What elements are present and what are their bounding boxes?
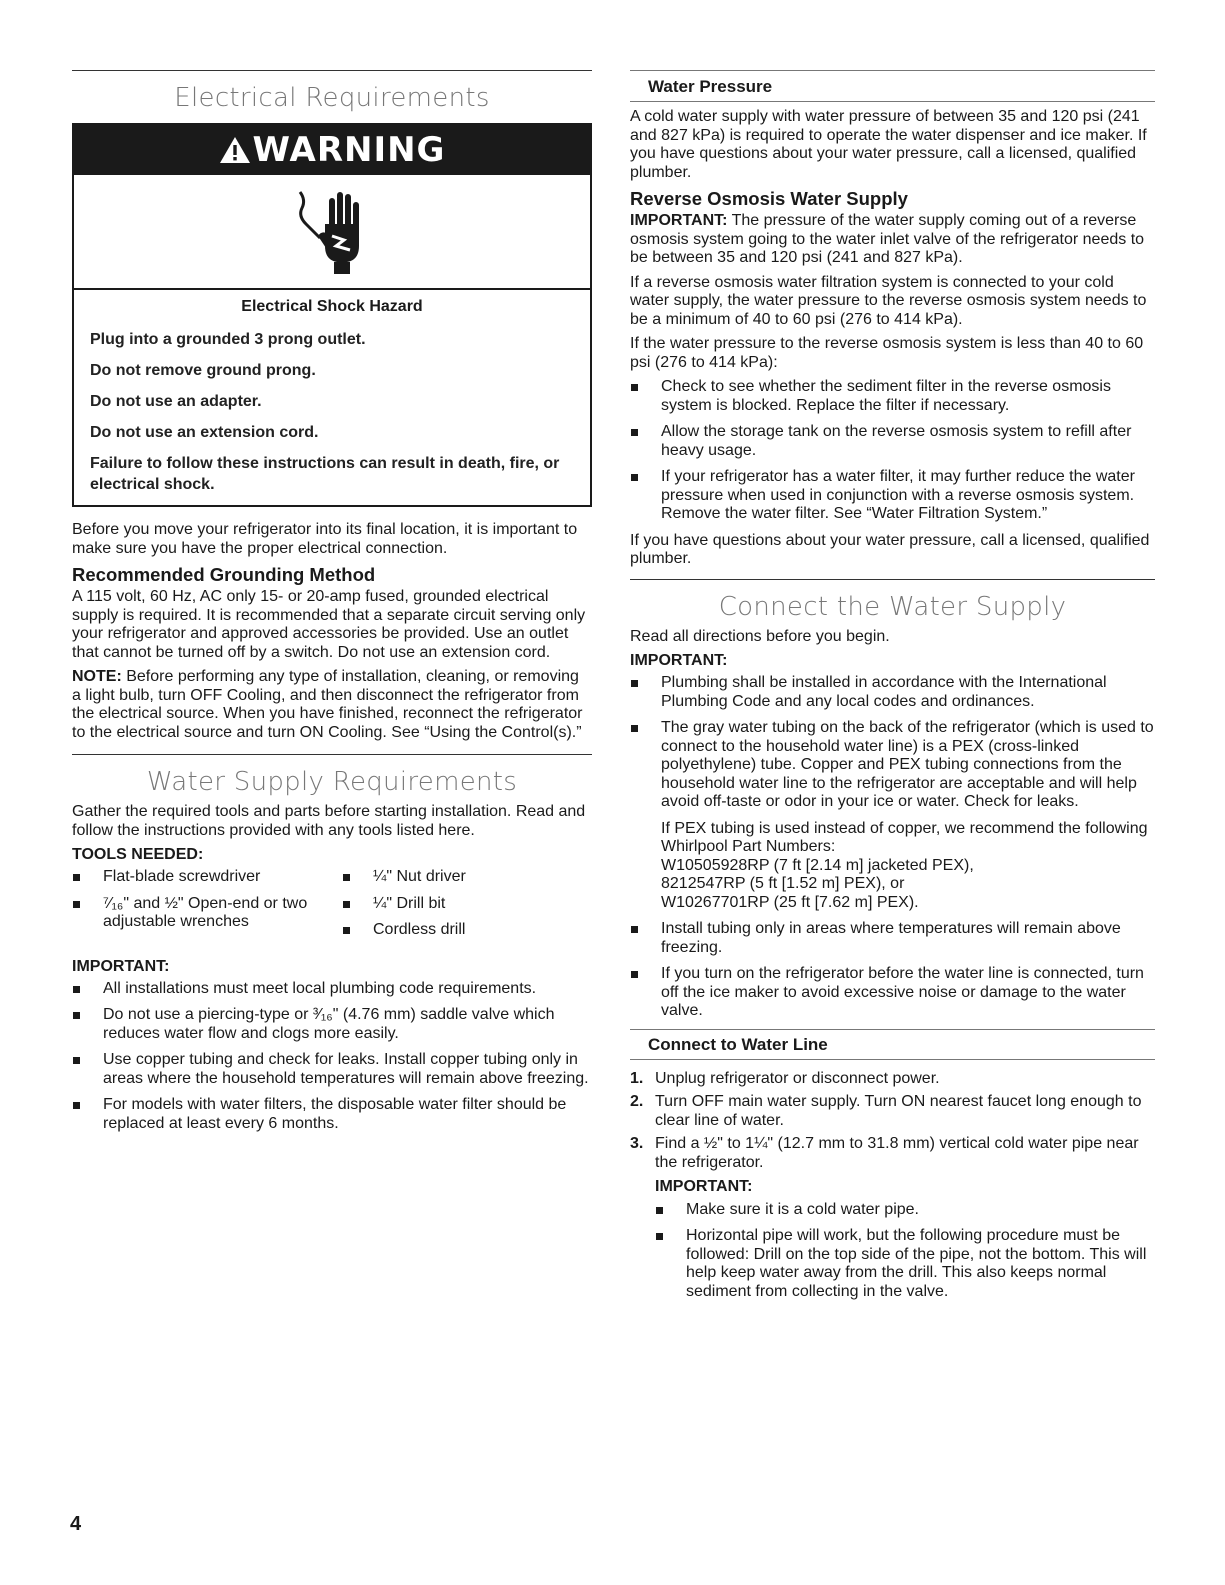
list-item: Horizontal pipe will work, but the following procedure must be followed: Drill on the top side of the pipe, not the bottom. This will help keep water away from the drill. This also keeps normal sediment from collecting in the valve. <box>655 1227 1155 1301</box>
reverse-osmosis-heading: Reverse Osmosis Water Supply <box>630 188 908 209</box>
electric-shock-hand-icon <box>292 184 372 280</box>
list-item: The gray water tubing on the back of the refrigerator (which is used to connect to the household water line) is a PEX (cross-linked polyethylene) tube. Copper and PEX tubing connections from the household water line to the refrigerator are acceptable and will help avoid off-taste or odor in your ice or water. Check for leaks. <box>630 719 1155 812</box>
pex-part: 8212547RP (5 ft [1.52 m] PEX), or <box>661 875 905 892</box>
list-item: Allow the storage tank on the reverse osmosis system to refill after heavy usage. <box>630 423 1155 460</box>
step3-list <box>655 1201 1155 1302</box>
page-number: 4 <box>70 1513 82 1535</box>
ro-text: If a reverse osmosis water filtration system is connected to your cold water supply, the water pressure to the reverse osmosis system needs to be a minimum of 40 to 60 psi (276 to 414 kPa). <box>630 273 1147 328</box>
warning-line: Do not use an extension cord. <box>90 424 319 441</box>
section-divider <box>72 70 592 71</box>
list-item: Cordless drill <box>342 921 592 940</box>
note-text: Before performing any type of installation, cleaning, or removing a light bulb, turn OFF Cooling, and then disconnect the refrigerator from the electrical source. When you have finished, reconnect the refrigerator to the electrical source and turn ON Cooling. See “Using the Control(s).” <box>72 668 583 741</box>
connect-list <box>630 674 1155 812</box>
grounding-text: A 115 volt, 60 Hz, AC only 15- or 20-amp fused, grounded electrical supply is required. It is recommended that a separate circuit serving only your refrigerator and approved accessories be provided. Use an outlet that cannot be turned off by a switch. Do not use an extension cord. <box>72 588 586 661</box>
step-text: Turn OFF main water supply. Turn ON nearest faucet long enough to clear line of water. <box>655 1093 1142 1129</box>
step-number: 1. <box>630 1069 644 1087</box>
connect-intro: Read all directions before you begin. <box>630 627 890 645</box>
warning-triangle-icon <box>219 136 251 164</box>
electrical-intro: Before you move your refrigerator into its final location, it is important to make sure you have the proper electrical connection. <box>72 521 578 557</box>
water-pressure-heading: Water Pressure <box>648 77 773 96</box>
list-item: ¼" Nut driver <box>342 868 592 887</box>
list-item: Make sure it is a cold water pipe. <box>655 1201 1155 1220</box>
ro-important-text: The pressure of the water supply coming out of a reverse osmosis system going to the water inlet valve of the refrigerator needs to be between 35 and 120 psi (241 and 827 kPa). <box>630 212 1145 266</box>
list-item: If you turn on the refrigerator before the water line is connected, turn off the ice maker to avoid excessive noise or damage to the water valve. <box>630 965 1155 1021</box>
list-item: All installations must meet local plumbing code requirements. <box>72 980 592 999</box>
warning-line: Failure to follow these instructions can result in death, fire, or electrical shock. <box>90 455 560 493</box>
step-number: 2. <box>630 1093 644 1110</box>
water-pressure-text: A cold water supply with water pressure of between 35 and 120 psi (241 and 827 kPa) is required to operate the water dispenser and ice maker. If you have questions about your water pressure, call a licensed, qualified plumber. <box>630 108 1147 181</box>
step-text: Find a ½" to 1¼" (12.7 mm to 31.8 mm) vertical cold water pipe near the refrigerator. <box>655 1135 1139 1171</box>
list-item: Use copper tubing and check for leaks. Install copper tubing only in areas where the household temperatures will remain above freezing. <box>72 1051 592 1088</box>
warning-box <box>72 123 592 507</box>
connect-water-supply-title: Connect the Water Supply <box>718 591 1067 622</box>
note-paragraph <box>72 668 592 742</box>
ro-text: If the water pressure to the reverse osmosis system is less than 40 to 60 psi (276 to 414 kPa): <box>630 335 1144 371</box>
section-divider <box>630 101 1155 102</box>
tools-column <box>342 868 592 948</box>
pex-note <box>630 820 1155 913</box>
pex-part: W10505928RP (7 ft [2.14 m] jacketed PEX), <box>661 856 974 874</box>
step-number: 3. <box>630 1135 644 1152</box>
list-item: ⁷⁄₁₆" and ½" Open-end or two adjustable wrenches <box>72 895 342 932</box>
left-column <box>72 70 592 1141</box>
step3-important-label: IMPORTANT: <box>655 1178 753 1195</box>
warning-header <box>74 125 590 175</box>
list-item: If your refrigerator has a water filter, it may further reduce the water pressure when used in conjunction with a reverse osmosis system. Remove the water filter. See “Water Filtration System.” <box>630 468 1155 524</box>
pex-part: W10267701RP (25 ft [7.62 m] PEX). <box>661 893 919 911</box>
tools-column <box>72 868 342 948</box>
list-item: Plumbing shall be installed in accordance with the International Plumbing Code and any local codes and ordinances. <box>630 674 1155 711</box>
pex-text: If PEX tubing is used instead of copper, we recommend the following Whirlpool Part Numbers: <box>661 819 1148 855</box>
step-item <box>630 1135 1155 1301</box>
warning-icon-area <box>74 175 590 290</box>
water-supply-requirements-title: Water Supply Requirements <box>146 767 518 797</box>
section-divider <box>630 1059 1155 1060</box>
connect-important-label: IMPORTANT: <box>630 652 728 669</box>
step-text: Unplug refrigerator or disconnect power. <box>655 1069 940 1087</box>
list-item: Do not use a piercing-type or ³⁄₁₆" (4.76 mm) saddle valve which reduces water flow and clogs more easily. <box>72 1006 592 1043</box>
section-divider <box>72 754 592 755</box>
warning-line: Do not use an adapter. <box>90 393 262 410</box>
list-item: Flat-blade screwdriver <box>72 868 342 887</box>
ro-list <box>630 378 1155 524</box>
connect-water-line-heading: Connect to Water Line <box>648 1034 828 1054</box>
tools-list <box>72 868 592 954</box>
important-list <box>72 980 592 1134</box>
warning-line: Plug into a grounded 3 prong outlet. <box>90 331 366 348</box>
connect-list <box>630 920 1155 1021</box>
ro-important-paragraph <box>630 212 1155 268</box>
electrical-requirements-title: Electrical Requirements <box>174 83 490 113</box>
warning-label: WARNING <box>252 130 446 170</box>
list-item: Install tubing only in areas where temperatures will remain above freezing. <box>630 920 1155 957</box>
list-item: For models with water filters, the disposable water filter should be replaced at least every 6 months. <box>72 1096 592 1133</box>
ro-important-label: IMPORTANT: <box>630 212 728 229</box>
tools-heading: TOOLS NEEDED: <box>72 846 204 863</box>
hazard-title: Electrical Shock Hazard <box>241 298 423 315</box>
important-label: IMPORTANT: <box>72 957 170 975</box>
warning-body <box>74 290 590 505</box>
step-item <box>630 1070 1155 1089</box>
list-item: ¼" Drill bit <box>342 895 592 914</box>
steps-list <box>630 1070 1155 1302</box>
grounding-heading: Recommended Grounding Method <box>72 564 376 585</box>
note-label: NOTE: <box>72 668 122 685</box>
list-item: Check to see whether the sediment filter in the reverse osmosis system is blocked. Replace the filter if necessary. <box>630 378 1155 415</box>
ro-closing: If you have questions about your water pressure, call a licensed, qualified plumber. <box>630 531 1150 567</box>
warning-line: Do not remove ground prong. <box>90 362 316 379</box>
right-column <box>630 70 1155 1309</box>
step-item <box>630 1093 1155 1130</box>
section-divider <box>630 579 1155 580</box>
water-intro: Gather the required tools and parts before starting installation. Read and follow the instructions provided with any tools listed here. <box>72 803 586 839</box>
